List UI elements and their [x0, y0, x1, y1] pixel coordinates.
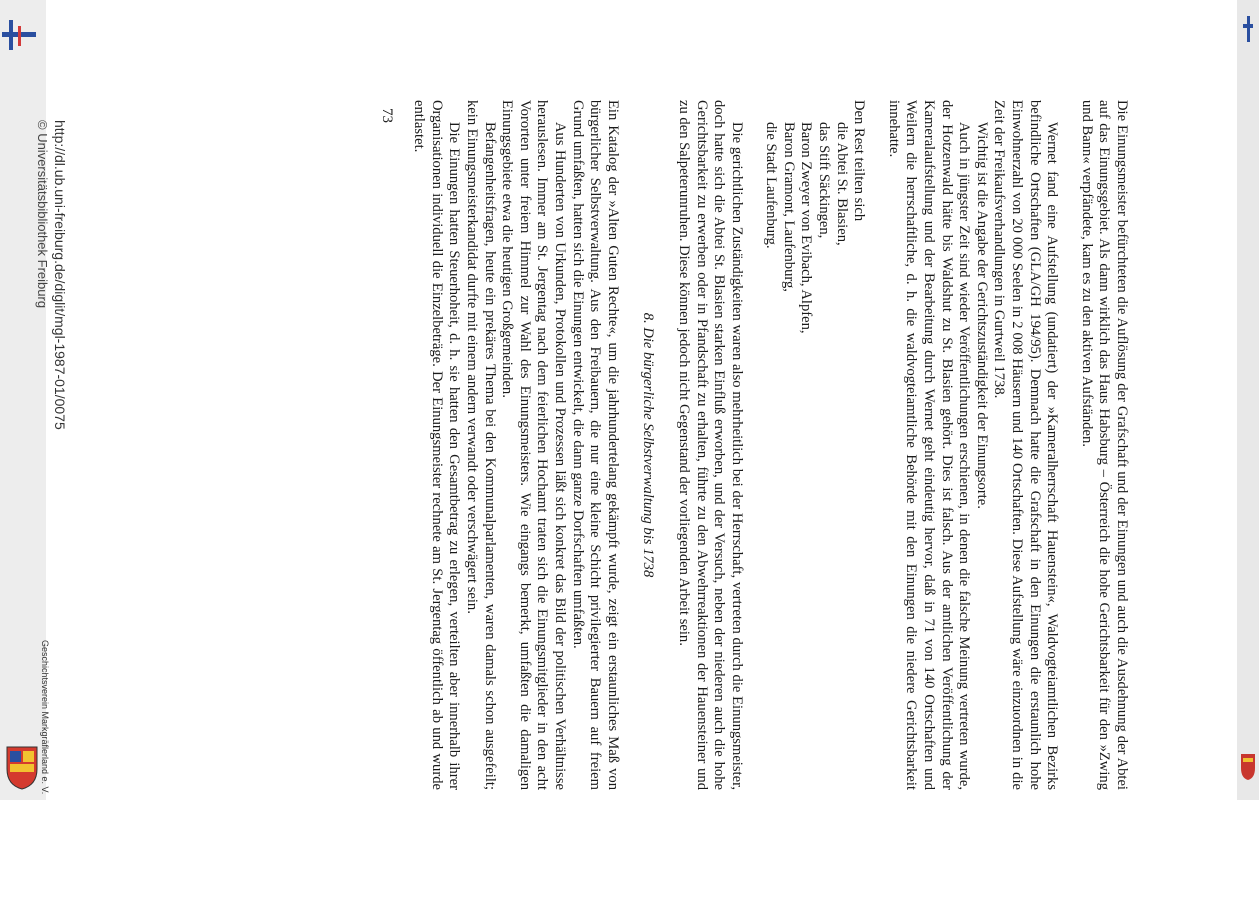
rest-list — [762, 100, 850, 790]
paragraph: Aus Hunderten von Urkunden, Protokollen und Prozessen läßt sich konkret das Bild der politischen Verhältnisse herauslesen. Immer am St. Jergentag nach dem feierlichen Hochamt traten sich die Einungsmitglieder in den acht Vororten unter freiem Himmel zur Wahl des Einungsmeisters. Wie eingangs bemerkt, umfaßten die damaligen Einungsgebiete etwa die heutigen Großgemeinden. — [499, 100, 568, 790]
list-item: Baron Gramont, Laufenburg, — [780, 122, 797, 292]
page-body — [410, 100, 1130, 790]
paragraph: Die Einungsmeister befürchteten die Auflösung der Grafschaft und der Einungen und auch die Ausdehnung der Abtei auf das Einungsgebiet. Als dann wirklich das Haus Habsburg – Österreich die hohe Gerichtsbarkeit für den »Zwing und Bann« verpfändete, kam es zu den aktiven Aufständen. — [1078, 100, 1130, 790]
list-item: die Stadt Laufenburg. — [763, 122, 780, 249]
society-label: Geschichtsverein Markgräflerland e. V. — [40, 640, 50, 795]
paragraph: Die gerichtlichen Zuständigkeiten waren also mehrheitlich bei der Herrschaft, vertreten durch die Einungsmeister, doch hatte sich die Abtei St. Blasien starken Einfluß erworben, und der Versuch, neben der niederen auch die hohe Gerichtsbarkeit zu erwerben oder in Pfandschaft zu erhalten, führte zu den Abwehrreaktionen der Hauensteiner und zu den Salpeterunruhen. Diese können jedoch nicht Gegenstand der vorliegenden Arbeit sein. — [675, 100, 745, 790]
source-url: http://dl.ub.uni-freiburg.de/diglit/mgl-1987-01/0075 — [52, 120, 68, 430]
paragraph: Wernet fand eine Aufstellung (undatiert) der »Kameralherrschaft Hauenstein«, Waldvogteiamtlichen Bezirks befindliche Ortschaften (GLA/GH 194/95). Demnach hatte die Grafschaft in den Einungen die erstaunlich hohe Einwohnerzahl von 20 000 Seelen in 2 008 Häusern und 140 Ortschaften. Diese Aufstellung wäre einzuordnen in die Zeit der Freikaufsverhandlungen in Gurtweil 1738. — [991, 100, 1061, 790]
viewer-mark-icon — [1243, 16, 1253, 42]
paragraph: Auch in jüngster Zeit sind wieder Veröffentlichungen erschienen, in denen die falsche Meinung vertreten wurde, der Hotzenwald hätte bis Waldshut zu St. Blasien gehört. Dies ist falsch. Aus der amtlichen Veröffentlichung der Kameralaufstellung und der Bearbeitung durch Wernet geht eindeutig hervor, daß in 71 von 140 Ortschaften und Weilern die herrschaftliche, d. h. die waldvogteiamtliche Behörde mit den Einungen die niedere Gerichtsbarkeit innehatte. — [885, 100, 973, 790]
copyright-credit: © Universitätsbibliothek Freiburg — [35, 120, 50, 309]
paragraph: Die Einungen hatten Steuerhoheit, d. h. sie hatten den Gesamtbetrag zu erlegen, verteilten aber innerhalb ihrer Organisationen individuell die Einzelbeträge. Der Einungsmeister rechnete am St. Jergentag öffentlich ab und wurde entlastet. — [411, 100, 463, 790]
page-number: 73 — [379, 108, 395, 123]
rotated-document-page — [35, 0, 1240, 800]
list-item: das Stift Säckingen, — [816, 122, 833, 239]
right-viewer-strip — [1237, 0, 1259, 800]
list-item: die Abtei St. Blasien, — [833, 122, 850, 246]
list-item: Baron Zweyer von Evibach, Alpfen, — [798, 122, 815, 334]
paragraph: Wichtig ist die Angabe der Gerichtszuständigkeit der Einungsorte. — [973, 122, 990, 509]
rest-intro: Den Rest teilten sich — [851, 100, 868, 222]
section-heading: 8. Die bürgerliche Selbstverwaltung bis 1738 — [640, 312, 657, 578]
paragraph: Befangenheitsfragen, heute ein prekäres Thema bei den Kommunalparlamenten, waren damals schon ausgefeilt; kein Einungsmeisterkandidat durfte mit einem andern verwandt oder verschwägert sein. — [464, 100, 498, 790]
viewer-logo-icon — [2, 18, 36, 52]
paragraph: Ein Katalog der »Alten Guten Rechte«, um die jahrhundertelang gekämpft wurde, zeigt ein erstaunliches Maß von bürgerlicher Selbstverwaltung. Aus den Freibauern, die nur eine kleine Schicht privilegierter Bauern auf freiem Grund umfaßten, hatten sich die Einungen entwickelt, die dann ganze Dorfschaften umfaßten. — [569, 100, 621, 790]
crest-partial-icon — [1239, 752, 1257, 782]
